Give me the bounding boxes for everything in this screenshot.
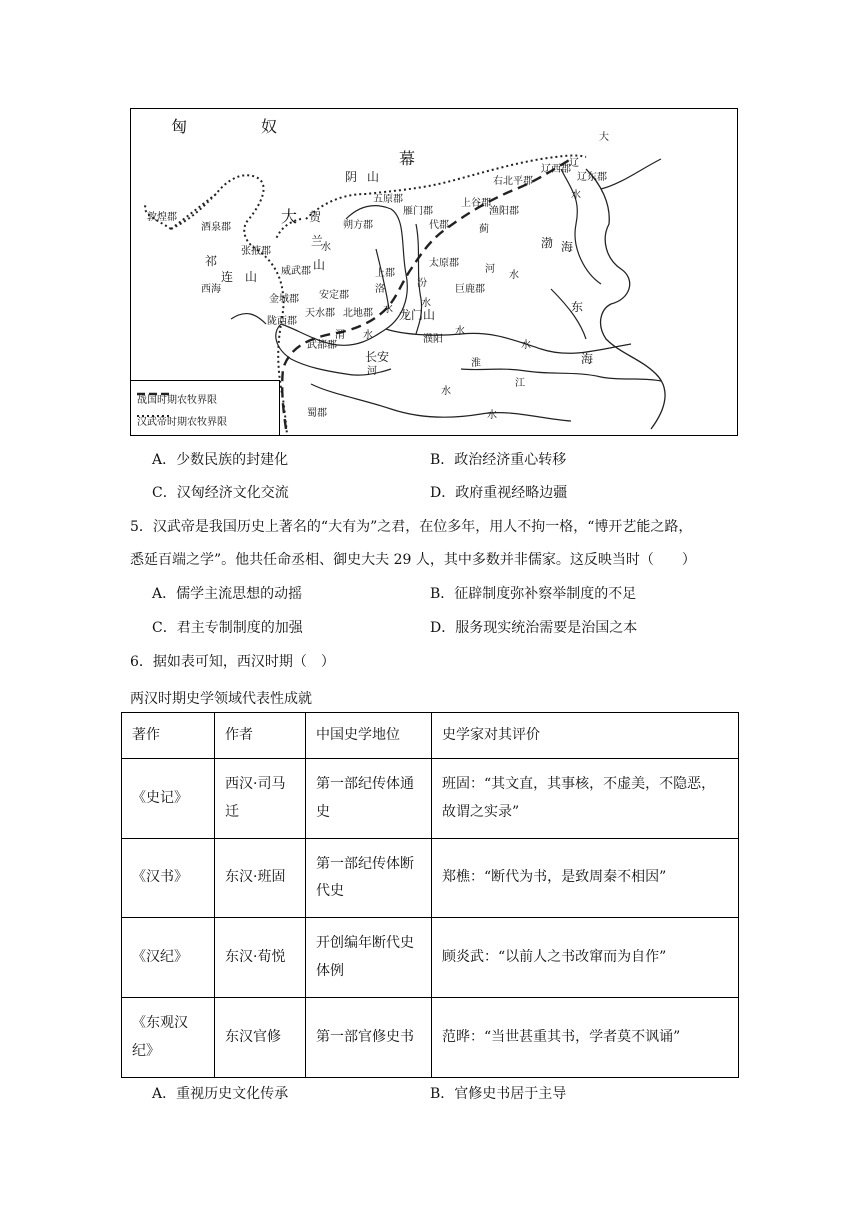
legend-warring-states: 战国时期农牧界限: [137, 395, 217, 406]
label-da: 大: [281, 207, 298, 226]
q6-option-a[interactable]: A．重视历史文化传承: [152, 1086, 289, 1102]
label-he-2: 河: [367, 366, 377, 377]
label-donghai-2: 海: [581, 352, 594, 366]
label-fen-1: 汾: [417, 278, 427, 289]
label-luo-1: 洛: [375, 284, 385, 295]
huai-river: [461, 369, 661, 381]
label-jincheng: 金城郡: [269, 294, 299, 305]
q5-option-c[interactable]: C．君主专制制度的加强: [152, 620, 303, 636]
header-status: 中国史学地位: [306, 713, 432, 759]
legend-han-wudi: 汉武帝时期农牧界限: [137, 417, 227, 428]
table-row: [122, 759, 739, 839]
q5-stem-line2: 悉延百端之学”。他共任命丞相、御史大夫 29 人，其中多数并非儒家。这反映当时（ ）: [130, 552, 696, 568]
cell-evaluation: 郑樵：“断代为书，是致周秦不相因”: [432, 839, 739, 918]
label-yuyang: 渔阳郡: [489, 206, 519, 217]
label-helan-3: 山: [313, 258, 326, 272]
north-river: [561, 169, 601, 284]
header-author: 作者: [215, 713, 306, 759]
label-donghai-1: 东: [571, 300, 584, 314]
historical-map: [130, 108, 738, 436]
label-longmen: 龙门山: [399, 308, 436, 322]
label-liao-3: 水: [571, 190, 581, 201]
label-anding: 安定郡: [319, 290, 349, 301]
luo-river: [376, 249, 389, 309]
label-liao-2: 辽: [569, 158, 579, 169]
label-jiang-1: 江: [515, 378, 525, 389]
cell-status: 第一部纪传体断代史: [306, 839, 432, 918]
cell-author: 东汉·荀悦: [215, 918, 306, 998]
label-wei-2: 水: [363, 330, 373, 341]
cell-status: 第一部纪传体通史: [306, 759, 432, 839]
cell-author: 西汉·司马迁: [215, 759, 306, 839]
q6-option-b[interactable]: B．官修史书居于主导: [430, 1086, 567, 1102]
label-shui-3: 水: [321, 242, 331, 253]
label-ji: 蓟: [479, 224, 489, 235]
q5-option-d[interactable]: D．服务现实统治需要是治国之本: [430, 620, 638, 636]
coastline: [586, 169, 665, 429]
label-bohai-2: 海: [561, 240, 574, 254]
label-huai-1: 淮: [471, 358, 481, 369]
label-yanmen: 雁门郡: [403, 206, 433, 217]
q4-option-b[interactable]: B．政治经济重心转移: [430, 452, 567, 468]
header-work: 著作: [122, 713, 215, 759]
label-tianshui: 天水郡: [305, 308, 335, 319]
label-shui-2: 水: [509, 270, 519, 281]
map-legend: [131, 380, 280, 435]
label-shang: 上郡: [375, 268, 395, 279]
label-qilian-1: 祁: [205, 254, 218, 268]
label-shanggu: 上谷郡: [461, 198, 491, 209]
q5-stem-line1: 5．汉武帝是我国历史上著名的“大有为”之君，在位多年，用人不拘一格，“博开艺能之路，: [130, 519, 693, 535]
cell-author: 东汉官修: [215, 998, 306, 1078]
label-helan-2: 兰: [311, 234, 324, 248]
label-dunhuang: 敦煌郡: [147, 212, 177, 223]
label-yinshan-2: 山: [367, 170, 380, 184]
label-liao-1: 大: [599, 132, 609, 143]
cell-work: 《汉纪》: [122, 918, 215, 998]
table-row: [122, 998, 739, 1078]
label-beidi: 北地郡: [343, 308, 373, 319]
label-puyang: 濮阳: [423, 334, 443, 345]
table-header-row: [122, 713, 739, 759]
label-bohai-1: 渤: [541, 236, 554, 250]
label-liaodong: 辽东郡: [577, 172, 607, 183]
label-shuofang: 朔方郡: [343, 220, 373, 231]
label-huai-2: 水: [441, 386, 451, 397]
label-mo: 幕: [399, 149, 416, 168]
cell-work: 《史记》: [122, 759, 215, 839]
cell-status: 开创编年断代史体例: [306, 918, 432, 998]
label-helan-1: 贺: [309, 210, 322, 224]
label-wudu: 武都郡: [307, 340, 337, 351]
q4-option-a[interactable]: A．少数民族的封建化: [152, 452, 289, 468]
label-shu: 蜀郡: [307, 408, 327, 419]
cell-evaluation: 顾炎武：“以前人之书改窜而为自作”: [432, 918, 739, 998]
label-longxi: 陇西郡: [267, 316, 297, 327]
label-zhangye: 张掖郡: [241, 246, 271, 257]
label-wei-1: 渭: [335, 330, 345, 341]
label-he-3: 水: [455, 326, 465, 337]
label-taiyuan: 太原郡: [429, 258, 459, 269]
cell-work: 《汉书》: [122, 839, 215, 918]
label-jiuquan: 酒泉郡: [201, 222, 231, 233]
label-dai: 代郡: [429, 220, 449, 231]
cell-evaluation: 班固：“其文直，其事核，不虚美，不隐恶，故谓之实录”: [432, 759, 739, 839]
label-shui-1: 水: [521, 340, 531, 351]
header-evaluation: 史学家对其评价: [432, 713, 739, 759]
cell-status: 第一部官修史书: [306, 998, 432, 1078]
cell-author: 东汉·班固: [215, 839, 306, 918]
label-liaoxi: 辽西郡: [541, 164, 571, 175]
label-qilian-2: 连: [221, 270, 234, 284]
dashed-line-icon: [137, 391, 171, 397]
table-caption: 两汉时期史学领域代表性成就: [130, 691, 312, 707]
q5-option-a[interactable]: A．儒学主流思想的动摇: [152, 586, 303, 602]
historiography-table: [121, 712, 739, 1078]
q4-option-d[interactable]: D．政府重视经略边疆: [430, 485, 568, 501]
label-jiang-2: 水: [487, 410, 497, 421]
dotted-line-icon: [137, 413, 171, 419]
label-julu: 巨鹿郡: [455, 284, 485, 295]
label-yinshan-1: 阴: [345, 170, 358, 184]
table-row: [122, 918, 739, 998]
label-changan: 长安: [365, 350, 390, 364]
label-qilian-3: 山: [245, 270, 258, 284]
label-xiongnu-1: 匈: [171, 117, 188, 136]
cell-work: 《东观汉纪》: [122, 998, 215, 1078]
table-row: [122, 839, 739, 918]
label-he-1: 河: [485, 264, 495, 275]
label-wuwei: 威武郡: [281, 266, 311, 277]
q6-stem: 6．据如表可知，西汉时期（ ）: [130, 654, 335, 670]
label-luo-2: 水: [383, 304, 393, 315]
label-youbeiping: 右北平郡: [493, 176, 533, 187]
q5-option-b[interactable]: B．征辟制度弥补察举制度的不足: [430, 586, 637, 602]
q4-option-c[interactable]: C．汉匈经济文化交流: [152, 485, 289, 501]
label-fen-2: 水: [421, 298, 431, 309]
label-xiongnu-2: 奴: [261, 117, 278, 136]
label-wuyuan: 五原郡: [373, 194, 403, 205]
label-xihai: 西海: [201, 284, 221, 295]
cell-evaluation: 范晔：“当世甚重其书，学者莫不讽诵”: [432, 998, 739, 1078]
